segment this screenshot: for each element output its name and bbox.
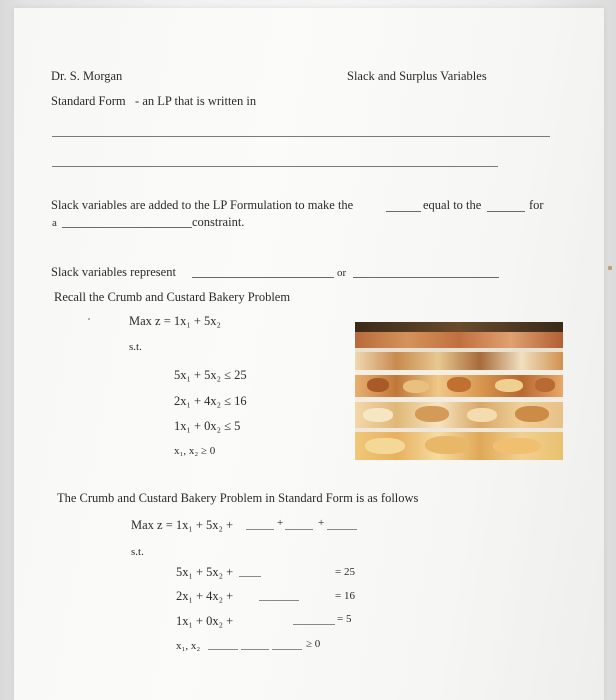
sf-constraint-4-left: x₁, x₂: [176, 640, 201, 652]
slack-sentence-part3: for: [529, 198, 544, 212]
blank-c4-3: [272, 649, 302, 650]
constraint-2: 2x₁ + 4x₂ ≤ 16: [174, 394, 247, 408]
sf-constraint-4-right: ≥ 0: [306, 638, 321, 650]
original-st: s.t.: [129, 341, 142, 353]
stray-dot: [88, 318, 90, 320]
blank-represent-2: [353, 277, 499, 278]
sf-constraint-2-left: 2x₁ + 4x₂ +: [176, 589, 234, 603]
answer-line-1: [52, 136, 550, 137]
slack-sentence-part2: equal to the: [423, 198, 482, 212]
blank-slack-1: [386, 211, 421, 212]
standard-form-heading: The Crumb and Custard Bakery Problem in Standard Form is as follows: [57, 491, 419, 505]
blank-slack-2: [487, 211, 525, 212]
constraint-1: 5x₁ + 5x₂ ≤ 25: [174, 368, 247, 382]
constraint-4: x₁, x₂ ≥ 0: [174, 445, 216, 457]
edge-mark: [608, 266, 612, 270]
bakery-display-photo: [355, 322, 563, 460]
blank-slack-3: [62, 227, 192, 228]
slack-represent-label: Slack variables represent: [51, 265, 176, 279]
blank-c4-1: [208, 649, 238, 650]
sf-constraint-1-right: = 25: [335, 566, 355, 578]
sf-constraint-2-right: = 16: [335, 590, 355, 602]
or-text: or: [337, 267, 347, 279]
blank-c1: [239, 576, 261, 577]
page-title: Slack and Surplus Variables: [347, 69, 487, 83]
sf-objective: Max z = 1x₁ + 5x₂ +: [131, 518, 234, 532]
author-name: Dr. S. Morgan: [51, 69, 123, 83]
sf-constraint-3-right: = 5: [337, 613, 352, 625]
sf-constraint-1-left: 5x₁ + 5x₂ +: [176, 565, 234, 579]
sf-plus-1: +: [277, 517, 284, 529]
constraint-3: 1x₁ + 0x₂ ≤ 5: [174, 419, 241, 433]
blank-obj-3: [327, 529, 357, 530]
slack-sentence-part5: constraint.: [192, 215, 245, 229]
blank-c4-2: [241, 649, 269, 650]
original-objective: Max z = 1x₁ + 5x₂: [129, 314, 221, 328]
blank-obj-2: [285, 529, 313, 530]
blank-represent-1: [192, 277, 334, 278]
sf-constraint-3-left: 1x₁ + 0x₂ +: [176, 614, 234, 628]
recall-heading: Recall the Crumb and Custard Bakery Problem: [54, 290, 291, 304]
sf-plus-2: +: [318, 517, 325, 529]
blank-obj-1: [246, 529, 274, 530]
slack-sentence-part4: a: [52, 217, 57, 229]
slack-sentence-part1: Slack variables are added to the LP Formulation to make the: [51, 198, 354, 212]
blank-c3: [293, 624, 335, 625]
sf-st: s.t.: [131, 546, 144, 558]
answer-line-2: [52, 166, 498, 167]
worksheet-page: [14, 8, 604, 700]
blank-c2: [259, 600, 299, 601]
standard-form-label: Standard Form - an LP that is written in: [51, 94, 257, 108]
